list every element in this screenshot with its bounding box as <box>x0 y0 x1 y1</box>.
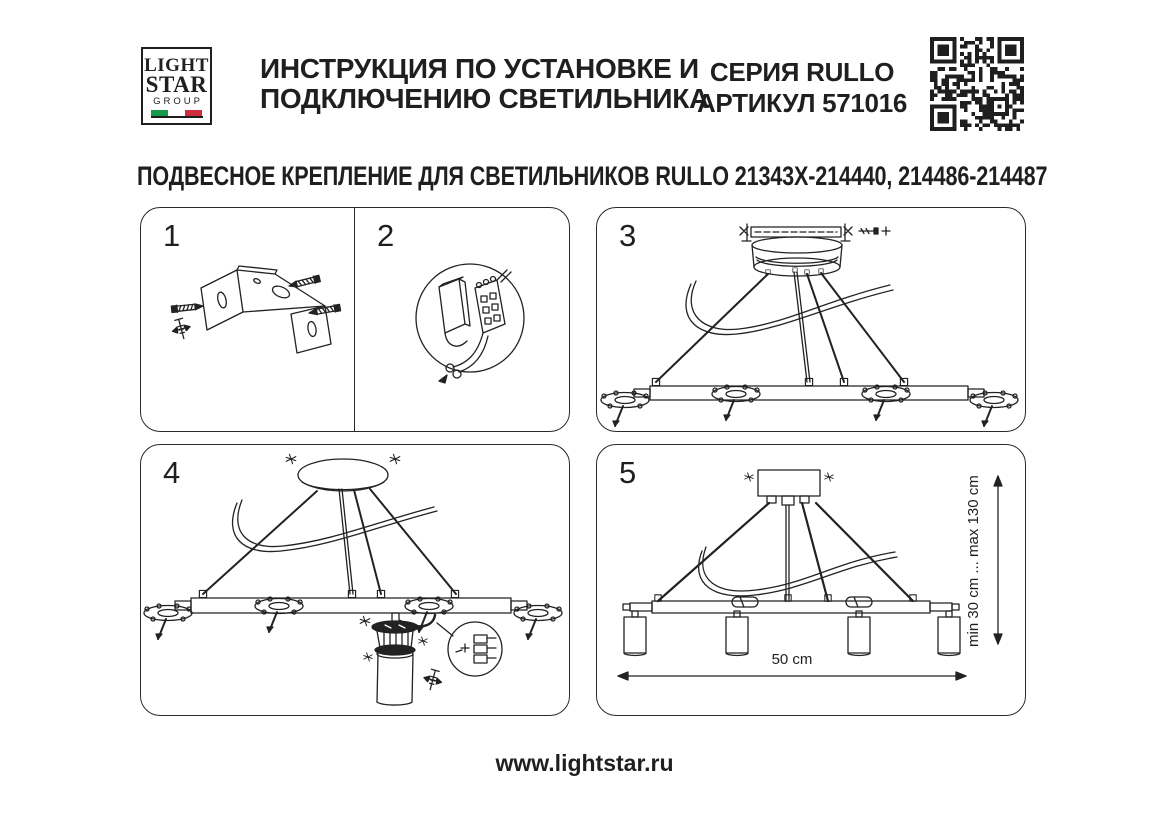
title-line-1: ИНСТРУКЦИЯ ПО УСТАНОВКЕ И <box>260 53 699 84</box>
page-title <box>260 54 709 114</box>
logo-group-text: GROUP <box>153 96 203 107</box>
shade-cylinders <box>624 611 960 656</box>
height-dimension-arrow <box>994 476 1002 644</box>
terminal-detail-circle <box>437 622 502 676</box>
step-panel-5 <box>596 444 1026 716</box>
logo-star-text: STAR <box>145 72 208 97</box>
footer-url: www.lightstar.ru <box>495 750 674 776</box>
step-number-4: 4 <box>163 455 181 490</box>
width-dimension-label: 50 cm <box>771 651 813 668</box>
canopy-hanging-diagram <box>597 208 1025 431</box>
final-assembly-diagram <box>597 445 1025 715</box>
logo-light-text: LIGHT <box>144 55 209 76</box>
subtitle <box>137 161 1169 192</box>
italian-flag-icon <box>151 110 203 118</box>
step-number-1: 1 <box>163 218 181 253</box>
bracket-mounting-diagram <box>141 208 355 431</box>
qr-code-icon <box>930 37 1024 131</box>
step-number-2: 2 <box>377 218 395 253</box>
step-panel-4 <box>140 444 570 716</box>
step-number-3: 3 <box>619 218 637 253</box>
lightstar-logo <box>141 47 212 125</box>
series-label: СЕРИЯ RULLO <box>709 57 895 87</box>
step-panel-3 <box>596 207 1026 432</box>
series-block <box>688 57 916 119</box>
lamp-holder-detail <box>372 613 435 705</box>
title-line-2: ПОДКЛЮЧЕНИЮ СВЕТИЛЬНИКА <box>260 83 709 114</box>
height-dimension-label: min 30 cm ... max 130 cm <box>965 475 982 647</box>
shade-install-diagram <box>141 445 569 715</box>
step-panel-1-2 <box>140 207 570 432</box>
step-number-5: 5 <box>619 455 637 490</box>
width-dimension-arrow <box>618 672 966 680</box>
subtitle-text: ПОДВЕСНОЕ КРЕПЛЕНИЕ ДЛЯ СВЕТИЛЬНИКОВ RULLO 21343X-214440, 214486-214487 <box>137 161 1048 191</box>
article-label: АРТИКУЛ 571016 <box>696 88 908 118</box>
wiring-connection-diagram <box>355 208 569 431</box>
